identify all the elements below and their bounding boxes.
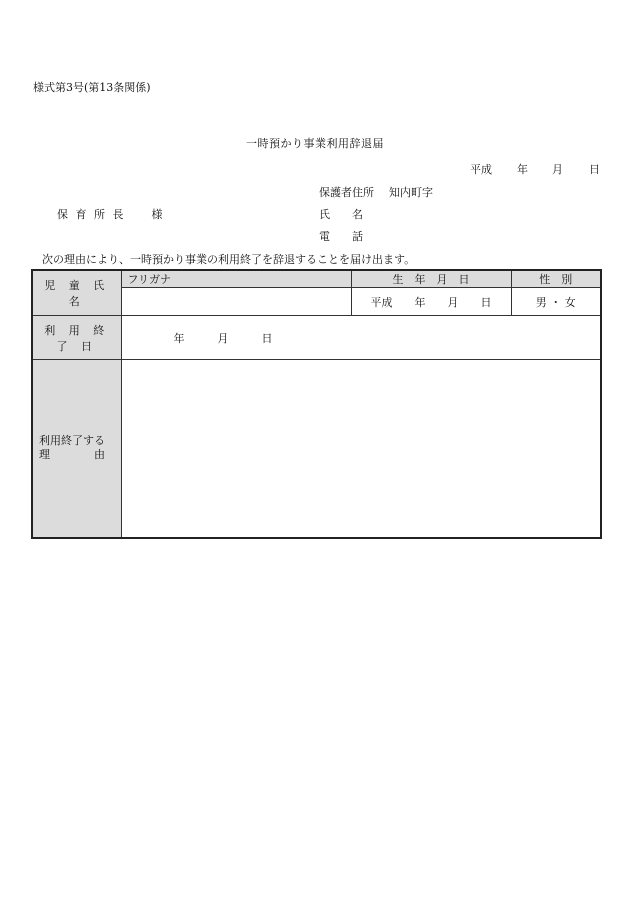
furigana-label-text: フリガナ <box>127 273 171 286</box>
child-name-label: 児 童 氏 名 <box>32 270 121 316</box>
end-date-field[interactable] <box>121 316 601 360</box>
guardian-name-label: 氏 名 <box>319 208 363 221</box>
date-month: 月 <box>552 163 563 176</box>
end-date-value: 年 月 日 <box>173 331 273 345</box>
dob-field[interactable]: 平成 年 月 日 <box>351 288 511 316</box>
document-title: 一時預かり事業利用辞退届 <box>246 137 384 150</box>
form-number-label: 様式第3号(第13条関係) <box>33 81 151 94</box>
date-day: 日 <box>589 163 600 176</box>
child-name-field[interactable] <box>121 288 351 316</box>
gender-header: 性 別 <box>511 270 601 288</box>
furigana-label <box>121 270 351 288</box>
reason-label-line1: 利用終了する <box>39 434 105 448</box>
reason-label <box>32 360 121 538</box>
dob-header: 生 年 月 日 <box>351 270 511 288</box>
intro-statement: 次の理由により、一時預かり事業の利用終了を辞退することを届け出ます。 <box>42 253 416 266</box>
guardian-address-value: 知内町字 <box>389 186 433 199</box>
reason-label-line2: 理 由 <box>39 448 105 462</box>
date-year: 年 <box>517 163 528 176</box>
addressee: 保 育 所 長 様 <box>57 208 165 221</box>
end-date-label: 利 用 終 了 日 <box>32 316 121 360</box>
application-table <box>31 269 602 539</box>
guardian-phone-label: 電 話 <box>319 230 363 243</box>
date-era: 平成 <box>470 163 492 176</box>
gender-field[interactable]: 男 ・ 女 <box>511 288 601 316</box>
guardian-address-label: 保護者住所 <box>319 186 374 199</box>
reason-field[interactable] <box>121 360 601 538</box>
